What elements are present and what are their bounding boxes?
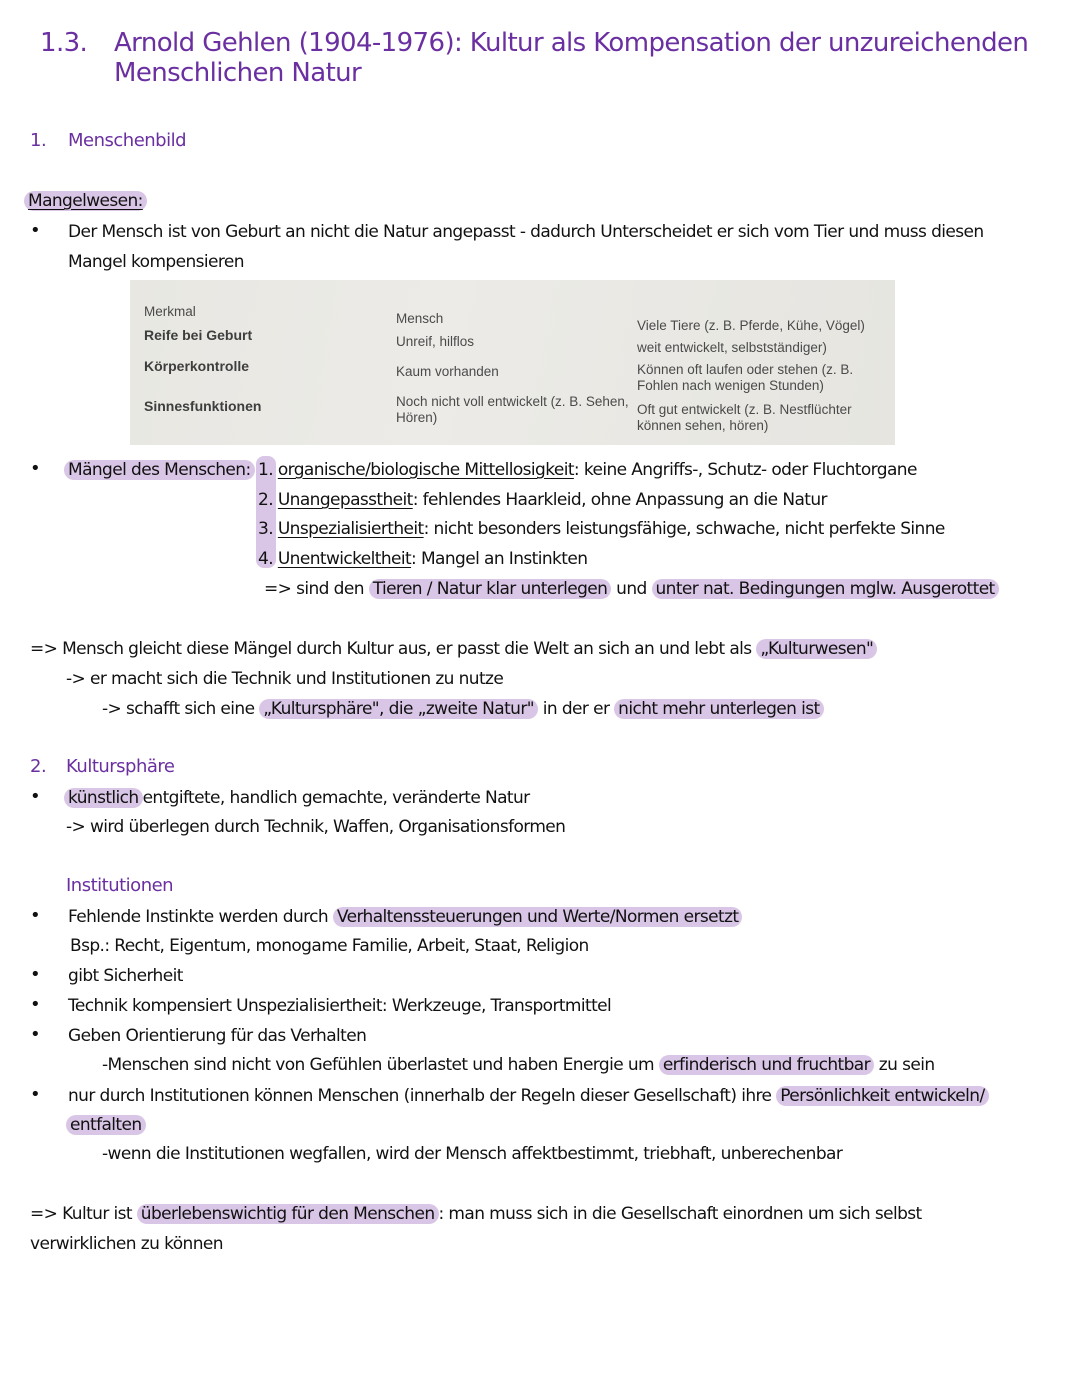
- table-cell-merkmal: Sinnesfunktionen: [144, 398, 262, 414]
- maengel-item: 1. organische/biologische Mittellosigkeit: keine Angriffs-, Schutz- oder Fluchtorgane: [258, 460, 917, 480]
- final-conclusion-line2: verwirklichen zu können: [30, 1234, 223, 1254]
- mangelwesen-desc-line1: Der Mensch ist von Geburt an nicht die Natur angepasst - dadurch Unterscheidet er sich vom Tier und muss diesen: [68, 222, 984, 242]
- institutionen-bullet2: gibt Sicherheit: [68, 966, 183, 986]
- table-cell-tiere: weit entwickelt, selbstständiger): [637, 340, 827, 355]
- page-title-line2: Menschlichen Natur: [114, 58, 362, 88]
- table-cell-mensch: Hören): [396, 410, 438, 425]
- maengel-item: 4. Unentwickeltheit: Mangel an Instinkten: [258, 549, 588, 569]
- page-title-line1: Arnold Gehlen (1904-1976): Kultur als Kompensation der unzureichenden: [114, 28, 1029, 58]
- maengel-consequence: => sind den Tieren / Natur klar unterlegen und unter nat. Bedingungen mglw. Ausgerottet: [264, 578, 999, 600]
- bullet-icon: •: [30, 786, 41, 807]
- maengel-label: Mängel des Menschen:: [64, 459, 255, 481]
- maengel-item: 3. Unspezialisiertheit: nicht besonders leistungsfähige, schwache, nicht perfekte Sinne: [258, 519, 945, 539]
- institutionen-title: Institutionen: [66, 875, 174, 896]
- table-cell-merkmal: Körperkontrolle: [144, 358, 250, 374]
- conclusion-line1: => Mensch gleicht diese Mängel durch Kultur aus, er passt die Welt an sich an und lebt als „Kulturwesen": [30, 638, 877, 660]
- table-cell-tiere: Können oft laufen oder stehen (z. B.: [637, 362, 854, 377]
- institutionen-bullet5-cont: entfalten: [66, 1114, 146, 1136]
- section2-number: 2.: [30, 756, 47, 777]
- conclusion-line2: -> er macht sich die Technik und Institutionen zu nutze: [66, 669, 504, 689]
- institutionen-bullet4: Geben Orientierung für das Verhalten: [68, 1026, 367, 1046]
- section1-title: Menschenbild: [68, 130, 187, 151]
- kultursphaere-bullet: künstlich entgiftete, handlich gemachte, veränderte Natur: [64, 787, 530, 809]
- institutionen-bullet4-sub: -Menschen sind nicht von Gefühlen überlastet und haben Energie um erfinderisch und fruchtbar zu sein: [102, 1055, 935, 1075]
- mangelwesen-label: Mangelwesen:: [24, 190, 147, 212]
- bullet-icon: •: [30, 1024, 41, 1045]
- table-header-merkmal: Merkmal: [144, 304, 196, 319]
- institutionen-bullet5-sub: -wenn die Institutionen wegfallen, wird der Mensch affektbestimmt, triebhaft, unberechenbar: [102, 1144, 843, 1164]
- conclusion-line3: -> schafft sich eine „Kultursphäre", die „zweite Natur" in der er nicht mehr unterlegen ist: [102, 698, 824, 720]
- table-header-tiere: Viele Tiere (z. B. Pferde, Kühe, Vögel): [637, 318, 865, 333]
- table-cell-mensch: Unreif, hilflos: [396, 334, 475, 349]
- bullet-icon: •: [30, 458, 41, 479]
- bullet-icon: •: [30, 220, 41, 241]
- bullet-icon: •: [30, 994, 41, 1015]
- table-cell-tiere: Oft gut entwickelt (z. B. Nestflüchter: [637, 402, 852, 417]
- table-cell-tiere: können sehen, hören): [637, 418, 769, 433]
- final-conclusion-line1: => Kultur ist überlebenswichtig für den Menschen : man muss sich in die Gesellschaft einordnen um sich selbst: [30, 1204, 922, 1224]
- institutionen-bullet1-sub: Bsp.: Recht, Eigentum, monogame Familie, Arbeit, Staat, Religion: [70, 936, 589, 956]
- section2-title: Kultursphäre: [66, 756, 175, 777]
- comparison-table-image: [130, 280, 895, 445]
- bullet-icon: •: [30, 1084, 41, 1105]
- table-cell-tiere: Fohlen nach wenigen Stunden): [637, 378, 824, 393]
- bullet-icon: •: [30, 905, 41, 926]
- mangelwesen-desc-line2: Mangel kompensieren: [68, 252, 244, 272]
- institutionen-bullet3: Technik kompensiert Unspezialisiertheit: Werkzeuge, Transportmittel: [68, 996, 612, 1016]
- bullet-icon: •: [30, 964, 41, 985]
- heading-number: 1.3.: [40, 28, 88, 58]
- maengel-item: 2. Unangepasstheit: fehlendes Haarkleid, ohne Anpassung an die Natur: [258, 490, 827, 510]
- section1-number: 1.: [30, 130, 47, 151]
- table-cell-mensch: Noch nicht voll entwickelt (z. B. Sehen,: [396, 394, 629, 409]
- table-header-mensch: Mensch: [396, 311, 444, 326]
- institutionen-bullet5: nur durch Institutionen können Menschen (innerhalb der Regeln dieser Gesellschaft) ihre Persönlichkeit entwickeln/: [68, 1085, 989, 1107]
- kultursphaere-sub: -> wird überlegen durch Technik, Waffen, Organisationsformen: [66, 817, 566, 837]
- institutionen-bullet1: Fehlende Instinkte werden durch Verhaltenssteuerungen und Werte/Normen ersetzt: [68, 906, 742, 928]
- table-cell-merkmal: Reife bei Geburt: [144, 327, 253, 343]
- table-cell-mensch: Kaum vorhanden: [396, 364, 499, 379]
